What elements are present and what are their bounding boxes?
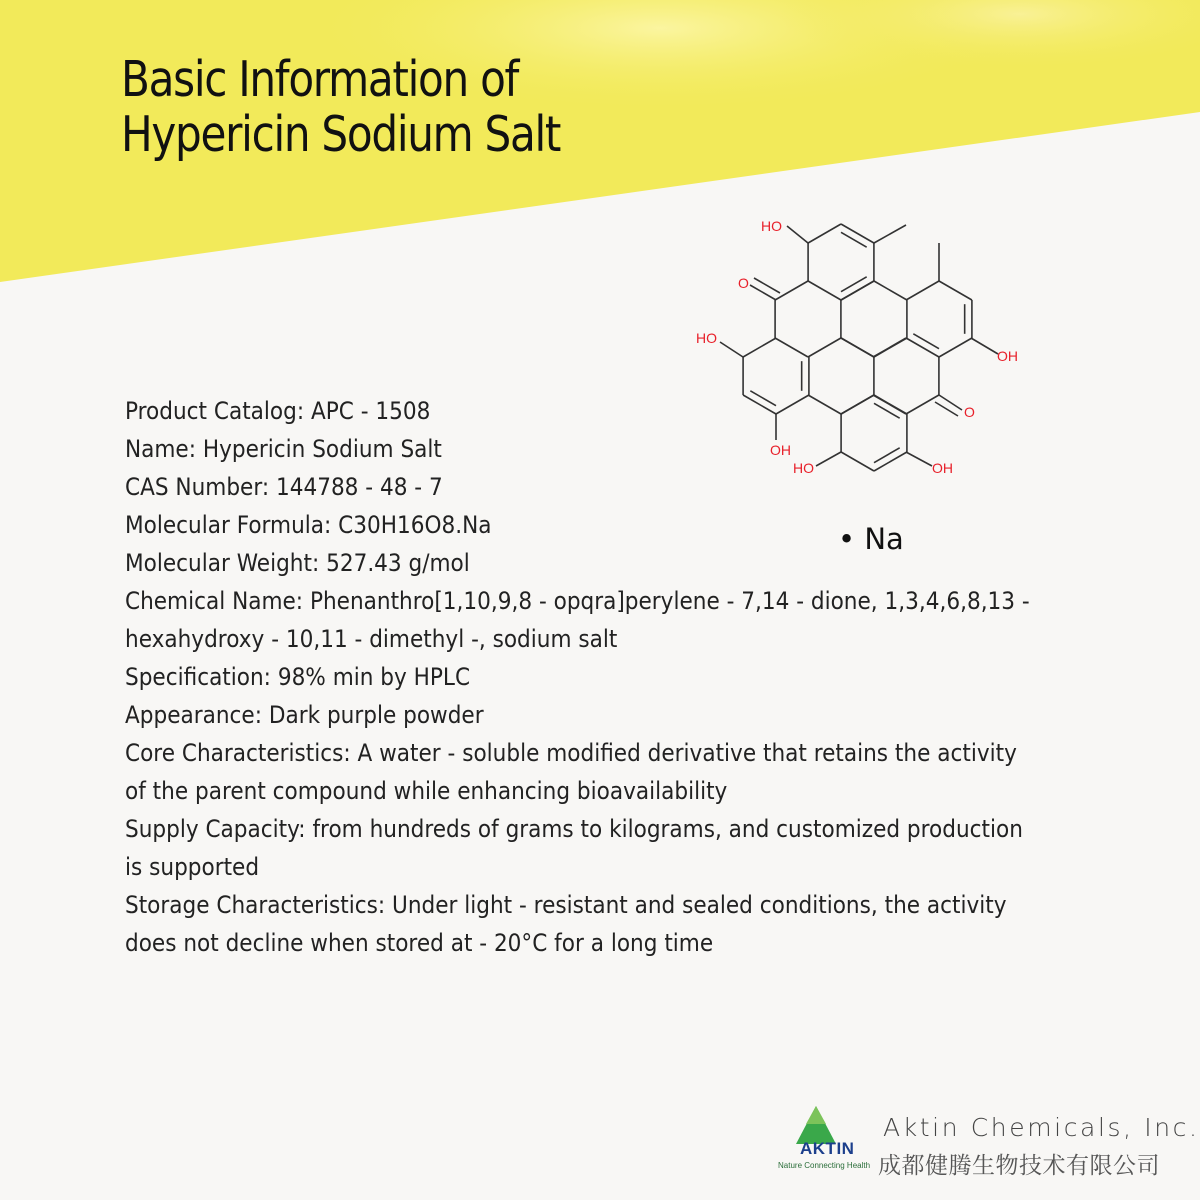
label-o-1: O xyxy=(738,275,749,291)
info-line: Chemical Name: Phenanthro[1,10,9,8 - opqra]perylene - 7,14 - dione, 1,3,4,6,8,13 - xyxy=(125,587,1030,615)
substituent-bond xyxy=(787,226,808,243)
bond xyxy=(906,338,939,357)
label-ho-5: HO xyxy=(793,460,814,476)
bond xyxy=(808,224,841,243)
label-ho-2: HO xyxy=(696,330,717,346)
bond xyxy=(939,338,972,357)
substituent-bond xyxy=(874,225,906,243)
info-line: Molecular Formula: C30H16O8.Na xyxy=(125,511,492,539)
info-line: of the parent compound while enhancing bioavailability xyxy=(125,777,728,805)
title-line-1: Basic Information of xyxy=(121,51,519,108)
info-line: hexahydroxy - 10,11 - dimethyl -, sodium salt xyxy=(125,625,618,653)
bond xyxy=(808,338,841,357)
product-info-list xyxy=(125,392,1045,962)
info-line: Specification: 98% min by HPLC xyxy=(125,663,471,691)
label-oh-4: OH xyxy=(770,442,791,458)
bond xyxy=(775,281,808,300)
bond xyxy=(775,338,808,357)
sodium-counterion: • Na xyxy=(838,522,904,556)
info-line: CAS Number: 144788 - 48 - 7 xyxy=(125,473,443,501)
bond xyxy=(939,281,972,300)
carbonyl-bond xyxy=(750,285,776,300)
bond xyxy=(873,338,906,357)
info-line: Storage Characteristics: Under light - resistant and sealed conditions, the activity xyxy=(125,891,1007,919)
logo-wordmark: AKTIN xyxy=(800,1139,855,1158)
logo-tagline: Nature Connecting Health xyxy=(778,1161,871,1170)
bond xyxy=(841,281,874,300)
bond xyxy=(874,281,907,300)
info-line: is supported xyxy=(125,853,260,881)
label-o-2: O xyxy=(964,404,975,420)
info-line: Product Catalog: APC - 1508 xyxy=(125,397,431,425)
info-line: does not decline when stored at - 20°C for a long time xyxy=(125,929,714,957)
label-oh-3: OH xyxy=(997,348,1018,364)
info-line: Appearance: Dark purple powder xyxy=(125,701,484,729)
bond xyxy=(841,338,874,357)
bond xyxy=(743,338,776,357)
double-bond xyxy=(841,277,867,292)
double-bond xyxy=(913,334,939,349)
bond xyxy=(841,224,874,243)
substituent-bond xyxy=(720,342,743,357)
bond xyxy=(808,281,841,300)
title-line-2: Hypericin Sodium Salt xyxy=(121,106,561,163)
substituent-bond xyxy=(971,338,998,354)
carbonyl-bond xyxy=(754,278,780,293)
info-line: Name: Hypericin Sodium Salt xyxy=(125,435,442,463)
label-oh-6: OH xyxy=(932,460,953,476)
info-line: Core Characteristics: A water - soluble modified derivative that retains the activity xyxy=(125,739,1017,767)
info-line: Supply Capacity: from hundreds of grams to kilograms, and customized production xyxy=(125,815,1023,843)
company-name-cn: 成都健腾生物技术有限公司 xyxy=(878,1153,1160,1179)
double-bond xyxy=(841,232,867,247)
label-ho-1: HO xyxy=(761,218,782,234)
bond xyxy=(906,281,939,300)
company-name-en: Aktin Chemicals, Inc. xyxy=(883,1113,1200,1142)
info-line: Molecular Weight: 527.43 g/mol xyxy=(125,549,470,577)
